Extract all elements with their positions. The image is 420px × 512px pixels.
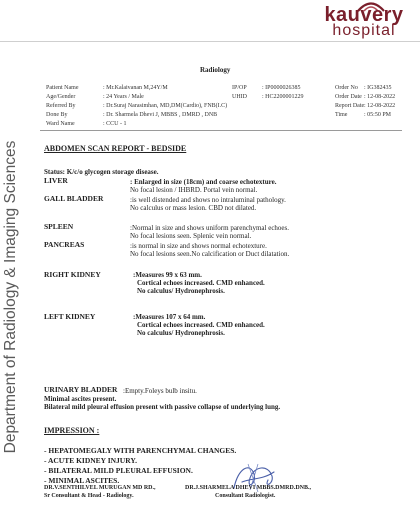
right-kidney-finding: Cortical echoes increased. CMD enhanced. <box>137 279 265 287</box>
patient-id-labels <box>232 84 247 102</box>
info-value: : 12-08-2022 <box>364 94 396 100</box>
right-kidney-finding: No calculus/ Hydronephrosis. <box>137 287 225 295</box>
left-kidney-finding: No calculus/ Hydronephrosis. <box>137 329 225 337</box>
info-value: : HC2200001229 <box>262 94 304 100</box>
liver-label: LIVER <box>44 176 68 185</box>
report-title: ABDOMEN SCAN REPORT - BEDSIDE <box>44 144 187 153</box>
urinary-bladder-finding: :Empty.Foleys bulb insitu. <box>123 387 197 395</box>
info-divider <box>40 130 402 131</box>
liver-finding: : Enlarged in size (18cm) and coarse echotexture. <box>130 178 277 186</box>
impression-title: IMPRESSION : <box>44 426 100 435</box>
impression-item: - ACUTE KIDNEY INJURY. <box>44 456 137 465</box>
info-label: Report Date <box>335 103 365 109</box>
info-value: : 12-08-2022 <box>364 103 396 109</box>
right-kidney-label: RIGHT KIDNEY <box>44 270 101 279</box>
info-label: UHID <box>232 94 247 100</box>
department-label: Department of Radiology & Imaging Sciences <box>2 140 19 454</box>
right-kidney-finding: :Measures 99 x 63 mm. <box>133 271 202 279</box>
pancreas-finding: :is normal in size and shows normal echotexture. <box>130 242 267 250</box>
doctor-role: Sr Consultant & Head - Radiology. <box>44 493 134 499</box>
effusion-note: Bilateral mild pleural effusion present with passive collapse of underlying lung. <box>44 403 281 411</box>
gall-bladder-label: GALL BLADDER <box>44 194 104 203</box>
patient-id-values <box>262 84 304 102</box>
info-value: : Dr.Suraj Narasimhan, MD,DM(Cardio), FNB(I.C) <box>103 103 228 109</box>
status-line: Status: K/c/o glycogen storage disease. <box>44 168 159 176</box>
doctor-role: Consultant Radiologist. <box>215 493 276 499</box>
order-info-labels <box>335 84 364 120</box>
info-label: Order No <box>335 85 358 91</box>
doctor-name: DR.V.SENTHILVEL MURUGAN MD RD., <box>44 485 156 491</box>
signatory-1 <box>44 484 156 500</box>
impression-item: - BILATERAL MILD PLEURAL EFFUSION. <box>44 466 193 475</box>
impression-item: - HEPATOMEGALY WITH PARENCHYMAL CHANGES. <box>44 446 237 455</box>
info-label: Done By <box>46 112 68 118</box>
spleen-finding: :Normal in size and shows uniform parenchymal echoes. <box>130 224 290 232</box>
order-info-values <box>364 84 395 120</box>
info-value: : Mr.Kalaivanan M,24Y/M <box>103 85 168 91</box>
liver-finding: No focal lesion / IHBRD. Portal vein normal. <box>130 186 258 194</box>
kauvery-logo <box>314 0 414 40</box>
urinary-bladder-label: URINARY BLADDER <box>44 385 118 394</box>
info-label: Order Date <box>335 94 362 100</box>
signatory-2 <box>185 484 311 500</box>
info-value: : IP0000026385 <box>262 85 301 91</box>
ascites-note: Minimal ascites present. <box>44 395 117 403</box>
info-label: Patient Name <box>46 85 79 91</box>
info-value: : CCU - 1 <box>103 121 127 127</box>
gall-bladder-finding: No calculus or mass lesion. CBD not dilated. <box>130 204 257 212</box>
patient-info-labels <box>46 84 79 129</box>
logo-name: kauvery <box>324 4 404 26</box>
pancreas-label: PANCREAS <box>44 240 85 249</box>
left-kidney-finding: Cortical echoes increased. CMD enhanced. <box>137 321 265 329</box>
info-value: : IG382435 <box>364 85 392 91</box>
left-kidney-label: LEFT KIDNEY <box>44 312 96 321</box>
pancreas-finding: No focal lesions seen.No calcification or Duct dilatation. <box>130 250 290 258</box>
header-divider <box>0 41 420 42</box>
info-label: IP/OP <box>232 85 247 91</box>
info-label: Age/Gender <box>46 94 76 100</box>
logo-subtitle: hospital <box>332 22 396 39</box>
gall-bladder-finding: :is well distended and shows no intraluminal pathology. <box>130 196 286 204</box>
spleen-label: SPLEEN <box>44 222 74 231</box>
document-title: Radiology <box>200 66 231 74</box>
left-kidney-finding: :Measures 107 x 64 mm. <box>133 313 206 321</box>
info-label: Time <box>335 112 348 118</box>
info-value: : 24 Years / Male <box>103 94 144 100</box>
spleen-finding: No focal lesions seen. Splenic vein normal. <box>130 232 252 240</box>
impression-item: - MINIMAL ASCITES. <box>44 476 120 485</box>
info-label: Ward Name <box>46 121 75 127</box>
doctor-name: DR.J.SHARMELA DHEVI MBBS.DMRD.DNB., <box>185 485 312 491</box>
patient-info-values <box>103 84 227 129</box>
info-label: Referred By <box>46 103 76 109</box>
info-value: : Dr. Sharmela Dhevi J, MBBS , DMRD , DNB <box>103 112 218 118</box>
info-value: : 05:50 PM <box>364 112 392 118</box>
